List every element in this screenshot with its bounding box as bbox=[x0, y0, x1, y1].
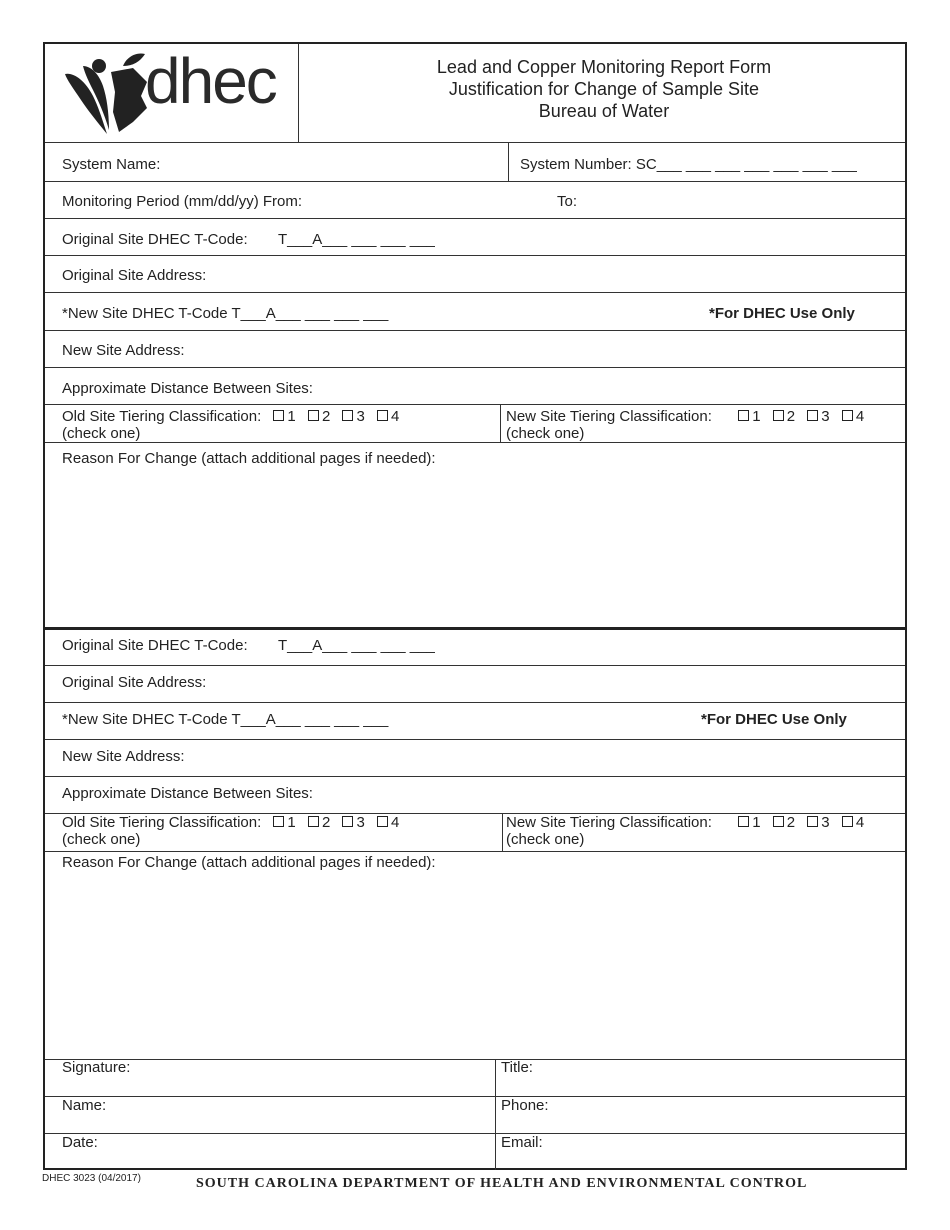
distance-field[interactable]: Approximate Distance Between Sites: bbox=[62, 380, 313, 397]
header-divider bbox=[298, 44, 299, 142]
new-tier-checkbox-3[interactable] bbox=[807, 816, 818, 827]
check-one-note: (check one) bbox=[62, 831, 141, 848]
divider bbox=[45, 776, 905, 777]
divider bbox=[45, 255, 905, 256]
divider bbox=[45, 404, 905, 405]
new-tier-label: New Site Tiering Classification: bbox=[506, 814, 712, 831]
title-line-2: Justification for Change of Sample Site bbox=[448, 79, 760, 99]
system-name-field[interactable]: System Name: bbox=[62, 156, 161, 173]
option-label: 1 bbox=[287, 814, 296, 831]
logo-wordmark: dhec bbox=[145, 45, 276, 117]
original-address-field[interactable]: Original Site Address: bbox=[62, 674, 207, 691]
old-tier-checkbox-4[interactable] bbox=[377, 410, 388, 421]
option-label: 2 bbox=[786, 814, 796, 831]
old-tier-checkbox-2[interactable] bbox=[308, 410, 319, 421]
old-tier-group bbox=[62, 408, 399, 425]
reason-label: Reason For Change (attach additional pages if needed): bbox=[62, 450, 436, 467]
new-address-field[interactable]: New Site Address: bbox=[62, 342, 185, 359]
new-tier-group bbox=[506, 814, 864, 831]
divider bbox=[495, 1059, 496, 1170]
divider bbox=[508, 143, 509, 181]
monitoring-from-field[interactable]: Monitoring Period (mm/dd/yy) From: bbox=[62, 193, 303, 210]
divider bbox=[45, 292, 905, 293]
option-label: 2 bbox=[321, 814, 331, 831]
original-address-field[interactable]: Original Site Address: bbox=[62, 267, 207, 284]
option-label: 1 bbox=[752, 408, 761, 425]
signature-field[interactable]: Signature: bbox=[62, 1059, 131, 1076]
old-tier-checkbox-1[interactable] bbox=[273, 410, 284, 421]
distance-field[interactable]: Approximate Distance Between Sites: bbox=[62, 785, 313, 802]
dhec-use-only-note: *For DHEC Use Only bbox=[709, 305, 855, 322]
name-field[interactable]: Name: bbox=[62, 1097, 107, 1114]
option-label: 4 bbox=[390, 408, 400, 425]
divider bbox=[45, 181, 905, 182]
dhec-logo bbox=[63, 45, 283, 136]
new-tier-checkbox-2[interactable] bbox=[773, 816, 784, 827]
old-tier-checkbox-1[interactable] bbox=[273, 816, 284, 827]
old-tier-label: Old Site Tiering Classification: bbox=[62, 408, 262, 425]
new-tier-checkbox-1[interactable] bbox=[738, 410, 749, 421]
divider bbox=[45, 1096, 905, 1097]
title-line-1: Lead and Copper Monitoring Report Form bbox=[436, 57, 772, 77]
option-label: 2 bbox=[786, 408, 796, 425]
original-tcode-field[interactable]: T___A___ ___ ___ ___ bbox=[278, 231, 435, 248]
section-divider bbox=[45, 627, 905, 630]
divider bbox=[45, 330, 905, 331]
new-tier-checkbox-4[interactable] bbox=[842, 410, 853, 421]
title-field[interactable]: Title: bbox=[501, 1059, 533, 1076]
new-tier-checkbox-4[interactable] bbox=[842, 816, 853, 827]
phone-field[interactable]: Phone: bbox=[501, 1097, 549, 1114]
divider bbox=[45, 1133, 905, 1134]
reason-textarea[interactable] bbox=[45, 443, 905, 627]
monitoring-to-field[interactable]: To: bbox=[557, 193, 578, 210]
option-label: 3 bbox=[356, 814, 365, 831]
option-label: 4 bbox=[855, 408, 865, 425]
title-line-3: Bureau of Water bbox=[538, 101, 670, 121]
new-tcode-field[interactable]: *New Site DHEC T-Code T___A___ ___ ___ ___ bbox=[62, 711, 389, 728]
divider bbox=[45, 1059, 905, 1060]
reason-label: Reason For Change (attach additional pages if needed): bbox=[62, 854, 436, 871]
option-label: 4 bbox=[390, 814, 400, 831]
option-label: 3 bbox=[821, 814, 830, 831]
check-one-note: (check one) bbox=[506, 425, 585, 442]
option-label: 1 bbox=[287, 408, 296, 425]
divider bbox=[45, 665, 905, 666]
divider bbox=[45, 739, 905, 740]
old-tier-checkbox-2[interactable] bbox=[308, 816, 319, 827]
dhec-use-only-note: *For DHEC Use Only bbox=[701, 711, 847, 728]
divider bbox=[45, 367, 905, 368]
option-label: 3 bbox=[356, 408, 365, 425]
old-tier-checkbox-3[interactable] bbox=[342, 410, 353, 421]
option-label: 1 bbox=[752, 814, 761, 831]
original-tcode-label: Original Site DHEC T-Code: bbox=[62, 231, 248, 248]
check-one-note: (check one) bbox=[62, 425, 141, 442]
email-field[interactable]: Email: bbox=[501, 1134, 543, 1151]
new-tier-checkbox-3[interactable] bbox=[807, 410, 818, 421]
agency-name: SOUTH CAROLINA DEPARTMENT OF HEALTH AND ENVIRONMENTAL CONTROL bbox=[196, 1176, 808, 1191]
option-label: 3 bbox=[821, 408, 830, 425]
system-number-field[interactable]: System Number: SC___ ___ ___ ___ ___ ___ ___ bbox=[520, 156, 857, 173]
new-address-field[interactable]: New Site Address: bbox=[62, 748, 185, 765]
new-tier-label: New Site Tiering Classification: bbox=[506, 408, 712, 425]
divider bbox=[500, 404, 501, 442]
check-one-note: (check one) bbox=[506, 831, 585, 848]
form-code: DHEC 3023 (04/2017) bbox=[42, 1173, 141, 1184]
new-tier-checkbox-2[interactable] bbox=[773, 410, 784, 421]
new-tcode-field[interactable]: *New Site DHEC T-Code T___A___ ___ ___ ___ bbox=[62, 305, 389, 322]
new-tier-group bbox=[506, 408, 864, 425]
old-tier-checkbox-3[interactable] bbox=[342, 816, 353, 827]
reason-textarea[interactable] bbox=[45, 852, 905, 1058]
new-tier-checkbox-1[interactable] bbox=[738, 816, 749, 827]
form-title bbox=[301, 56, 907, 122]
old-tier-group bbox=[62, 814, 399, 831]
divider bbox=[45, 702, 905, 703]
divider bbox=[45, 218, 905, 219]
original-tcode-label: Original Site DHEC T-Code: bbox=[62, 637, 248, 654]
palmetto-leaf-icon bbox=[63, 52, 155, 136]
original-tcode-field[interactable]: T___A___ ___ ___ ___ bbox=[278, 637, 435, 654]
old-tier-checkbox-4[interactable] bbox=[377, 816, 388, 827]
option-label: 2 bbox=[321, 408, 331, 425]
option-label: 4 bbox=[855, 814, 865, 831]
old-tier-label: Old Site Tiering Classification: bbox=[62, 814, 262, 831]
divider bbox=[45, 142, 905, 143]
date-field[interactable]: Date: bbox=[62, 1134, 98, 1151]
report-form bbox=[43, 42, 907, 1170]
divider bbox=[502, 813, 503, 851]
